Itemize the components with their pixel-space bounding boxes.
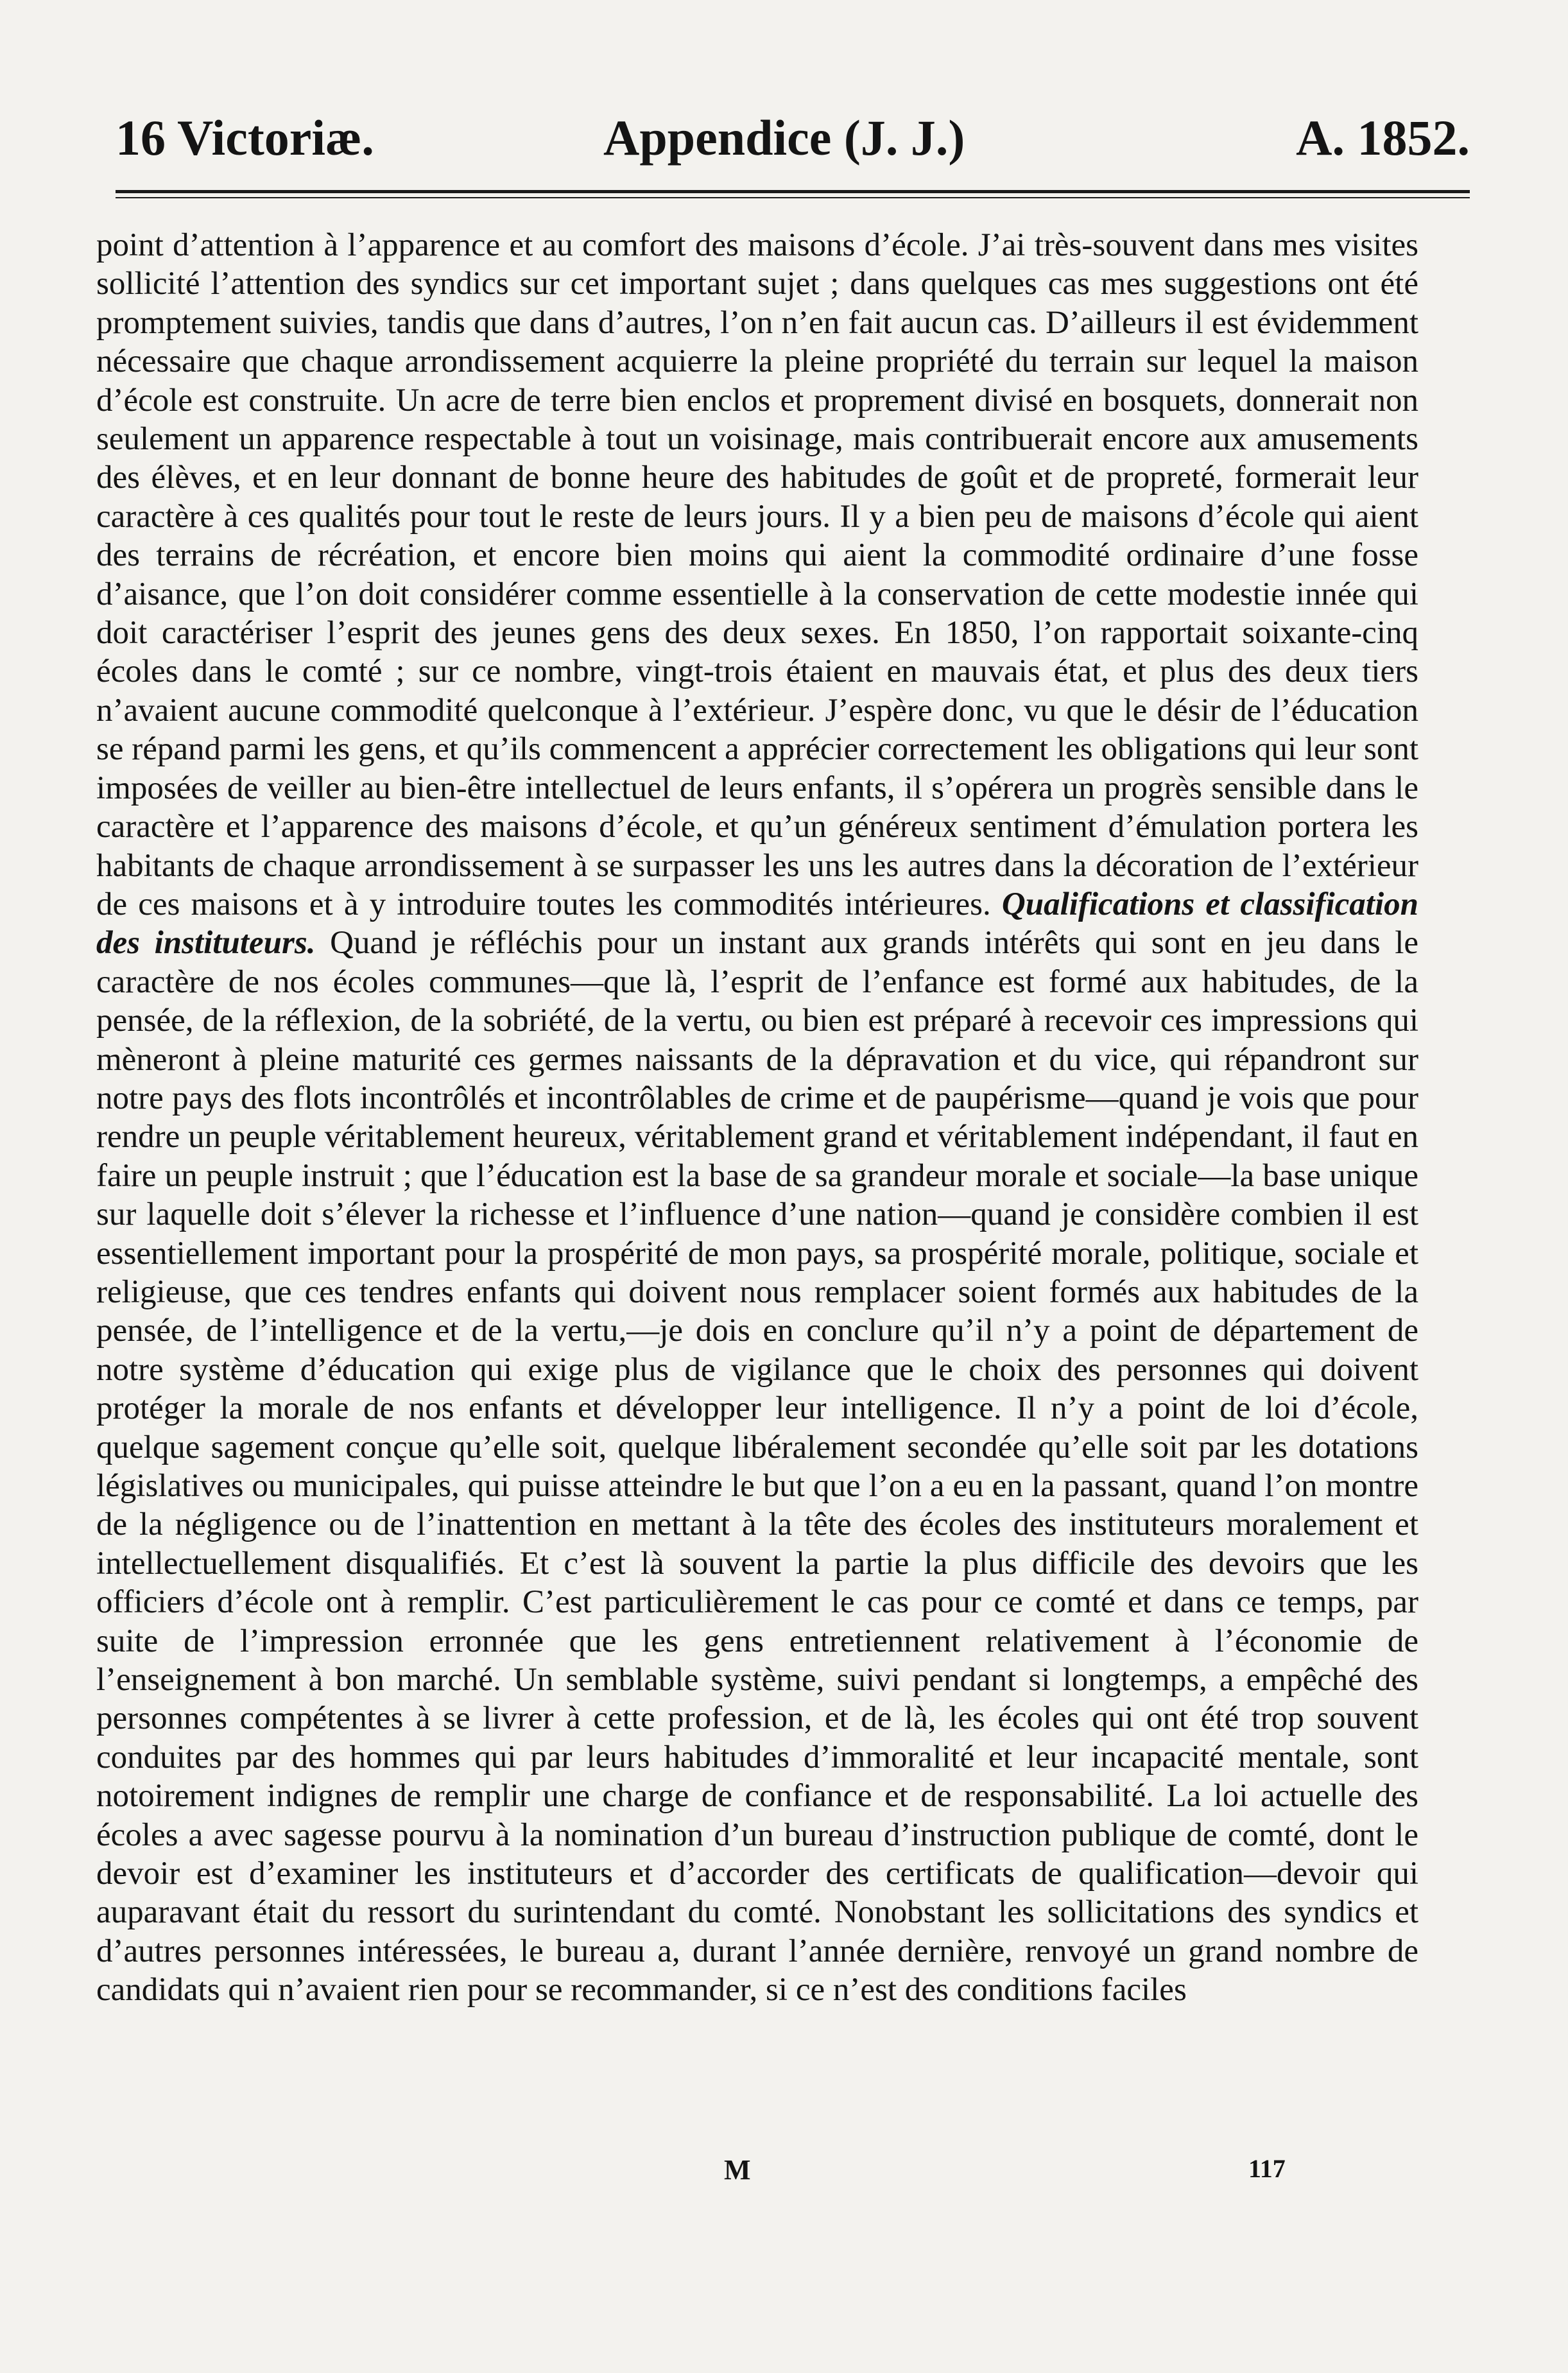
header-appendix-title: Appendice (J. J.) [603,110,965,166]
header-rule-thin [116,197,1470,198]
body-paragraph [96,226,1418,2010]
page-footer [0,2153,1568,2198]
printer-signature-mark: M [724,2154,751,2186]
page-number: 117 [1248,2154,1286,2183]
header-rule-thick [116,190,1470,193]
body-text-part-1: point d’attention à l’apparence et au comfort des maisons d’école. J’ai très-souvent dans mes visites sollicité l’attention des syndics sur cet important sujet ; dans quelques cas mes suggestions ont été promptement suivies, tandis que dans d’autres, l’on n’en fait aucun cas. D’ailleurs il est évidemment nécessaire que chaque arrondissement acquierre la pleine propriété du terrain sur lequel la maison d’école est construite. Un acre de terre bien enclos et proprement divisé en bosquets, donnerait non seulement un apparence respectable à tout un voisinage, mais contribuerait encore aux amusements des élèves, et en leur donnant de bonne heure des habitudes de goût et de propreté, formerait leur caractère à ces qualités pour tout le reste de leurs jours. Il y a bien peu de maisons d’école qui aient des terrains de récréation, et encore bien moins qui aient la commodité ordinaire d’une fosse d’aisance, que l’on doit considérer comme essentielle à la conservation de cette modestie innée qui doit caractériser l’esprit des jeunes gens des deux sexes. En 1850, l’on rapportait soixante-cinq écoles dans le comté ; sur ce nombre, vingt-trois étaient en mauvais état, et plus des deux tiers n’avaient aucune commodité quelconque à l’extérieur. J’espère donc, vu que le désir de l’éducation se répand parmi les gens, et qu’ils commencent a apprécier correctement les obligations qui leur sont imposées de veiller au bien-être intellectuel de leurs enfants, il s’opérera un progrès sensible dans le caractère et l’apparence des maisons d’école, et qu’un généreux sentiment d’émulation portera les habitants de chaque arrondissement à se surpasser les uns les autres dans la décoration de l’extérieur de ces maisons et à y introduire toutes les commodités intérieures. [96,227,1418,922]
header-regnal-year: 16 Victoriæ. [116,110,374,166]
body-text-part-2: Quand je réfléchis pour un instant aux grands intérêts qui sont en jeu dans le caractère de nos écoles communes—que là, l’esprit de l’enfance est formé aux habitudes, de la pensée, de la réflexion, de la sobriété, de la vertu, ou bien est préparé à recevoir ces impressions qui mèneront à pleine maturité ces germes naissants de la dépravation et du vice, qui répandront sur notre pays des flots incontrôlés et incontrôlables de crime et de paupérisme—quand je vois que pour rendre un peuple véritablement heureux, véritablement grand et véritablement indépendant, il faut en faire un peuple instruit ; que l’éducation est la base de sa grandeur morale et sociale—la base unique sur laquelle doit s’élever la richesse et l’influence d’une nation—quand je considère combien il est essentiellement important pour la prospérité de mon pays, sa prospérité morale, politique, sociale et religieuse, que ces tendres enfants qui doivent nous remplacer soient formés aux habitudes de la pensée, de l’intelligence et de la vertu,—je dois en conclure qu’il n’y a point de département de notre système d’éducation qui exige plus de vigilance que le choix des personnes qui doivent protéger la morale de nos enfants et développer leur intelligence. Il n’y a point de loi d’école, quelque sagement conçue qu’elle soit, quelque libéralement secondée qu’elle soit par les dotations législatives ou municipales, qui puisse atteindre le but que l’on a eu en la passant, quand l’on montre de la négligence ou de l’inattention en mettant à la tête des écoles des instituteurs moralement et intellectuellement disqualifiés. Et c’est là souvent la partie la plus difficile des devoirs que les officiers d’école ont à remplir. C’est particulièrement le cas pour ce comté et dans ce temps, par suite de l’impression erronnée que les gens entretiennent relativement à l’économie de l’enseignement à bon marché. Un semblable système, suivi pendant si longtemps, a empêché des personnes compétentes à se livrer à cette profession, et de là, les écoles qui ont été trop souvent conduites par des hommes qui par leurs habitudes d’immoralité et leur incapacité mentale, sont notoirement indignes de remplir une charge de confiance et de responsabilité. La loi actuelle des écoles a avec sagesse pourvu à la nomination d’un bureau d’instruction publique de comté, dont le devoir est d’examiner les instituteurs et d’accorder des certificats de qualification—devoir qui auparavant était du ressort du surintendant du comté. Nonobstant les sollicitations des syndics et d’autres personnes intéressées, le bureau a, durant l’année dernière, renvoyé un grand nombre de candidats qui n’avaient rien pour se recommander, si ce n’est des conditions faciles [96,925,1418,2008]
page-header [116,103,1470,173]
header-year: A. 1852. [1296,110,1470,166]
section-heading-italic: Qualifications et classification des instituteurs. [96,886,1419,962]
